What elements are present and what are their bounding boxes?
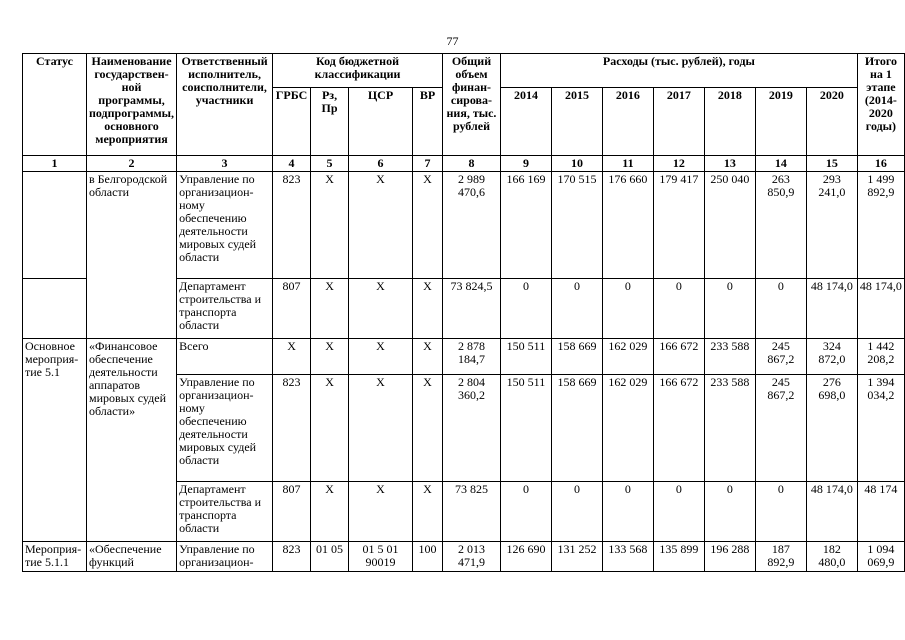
grbs-cell: 823 (273, 172, 311, 279)
status-cell: Основное мероприя-тие 5.1 (23, 339, 87, 542)
header-status: Статус (23, 54, 87, 156)
year-cell: 0 (500, 279, 551, 339)
year-cell: 162 029 (602, 339, 653, 375)
grbs-cell: 823 (273, 542, 311, 572)
year-cell: 0 (602, 279, 653, 339)
name-cell: в Белгородской области (86, 172, 176, 339)
grbs-cell: 823 (273, 375, 311, 482)
col-number: 5 (311, 156, 349, 172)
col-number: 14 (755, 156, 806, 172)
responsible-cell: Управление по организацион-ному обеспечению деятельности мировых судей области (177, 172, 273, 279)
budget-table (22, 53, 905, 572)
col-number: 13 (704, 156, 755, 172)
year-cell: 158 669 (551, 375, 602, 482)
header-responsible: Ответственный исполнитель, соисполнители, участники (177, 54, 273, 156)
col-number: 10 (551, 156, 602, 172)
year-cell: 0 (551, 279, 602, 339)
col-number: 3 (177, 156, 273, 172)
csr-cell: 01 5 01 90019 (349, 542, 413, 572)
responsible-cell: Департамент строительства и транспорта области (177, 279, 273, 339)
year-cell: 0 (704, 482, 755, 542)
total-cell: 2 989 470,6 (442, 172, 500, 279)
total-cell: 73 824,5 (442, 279, 500, 339)
year-cell: 166 672 (653, 339, 704, 375)
year-cell: 245 867,2 (755, 339, 806, 375)
rzpr-cell: Х (311, 172, 349, 279)
year-cell: 0 (653, 482, 704, 542)
year-cell: 126 690 (500, 542, 551, 572)
name-cell: «Финансовое обеспечение деятельности аппаратов мировых судей области» (86, 339, 176, 542)
rzpr-cell: 01 05 (311, 542, 349, 572)
rzpr-cell: Х (311, 339, 349, 375)
year-cell: 48 174,0 (806, 279, 857, 339)
total-cell: 2 013 471,9 (442, 542, 500, 572)
itogo-cell: 1 094 069,9 (857, 542, 904, 572)
header-name: Наименование государствен-ной программы, подпрограммы, основного мероприятия (86, 54, 176, 156)
vr-cell: Х (413, 482, 443, 542)
header-year-2020: 2020 (806, 88, 857, 156)
year-cell: 166 672 (653, 375, 704, 482)
vr-cell: Х (413, 172, 443, 279)
header-expenses: Расходы (тыс. рублей), годы (500, 54, 857, 88)
header-year-2016: 2016 (602, 88, 653, 156)
grbs-cell: 807 (273, 482, 311, 542)
csr-cell: Х (349, 375, 413, 482)
year-cell: 162 029 (602, 375, 653, 482)
year-cell: 135 899 (653, 542, 704, 572)
year-cell: 187 892,9 (755, 542, 806, 572)
year-cell: 250 040 (704, 172, 755, 279)
year-cell: 0 (653, 279, 704, 339)
total-cell: 2 878 184,7 (442, 339, 500, 375)
col-number: 15 (806, 156, 857, 172)
year-cell: 158 669 (551, 339, 602, 375)
itogo-cell: 1 394 034,2 (857, 375, 904, 482)
itogo-cell: 48 174 (857, 482, 904, 542)
header-year-2017: 2017 (653, 88, 704, 156)
year-cell: 0 (551, 482, 602, 542)
grbs-cell: Х (273, 339, 311, 375)
status-cell: Мероприя-тие 5.1.1 (23, 542, 87, 572)
year-cell: 131 252 (551, 542, 602, 572)
header-grbs: ГРБС (273, 88, 311, 156)
rzpr-cell: Х (311, 375, 349, 482)
year-cell: 0 (704, 279, 755, 339)
col-number: 2 (86, 156, 176, 172)
vr-cell: 100 (413, 542, 443, 572)
header-rzpr: Рз, Пр (311, 88, 349, 156)
table-row (23, 339, 905, 375)
responsible-cell: Всего (177, 339, 273, 375)
col-number: 16 (857, 156, 904, 172)
grbs-cell: 807 (273, 279, 311, 339)
year-cell: 179 417 (653, 172, 704, 279)
csr-cell: Х (349, 482, 413, 542)
header-year-2014: 2014 (500, 88, 551, 156)
itogo-cell: 48 174,0 (857, 279, 904, 339)
col-number: 6 (349, 156, 413, 172)
year-cell: 233 588 (704, 375, 755, 482)
col-number: 4 (273, 156, 311, 172)
year-cell: 182 480,0 (806, 542, 857, 572)
header-itogo: Итого на 1 этапе (2014-2020 годы) (857, 54, 904, 156)
year-cell: 170 515 (551, 172, 602, 279)
year-cell: 293 241,0 (806, 172, 857, 279)
header-year-2018: 2018 (704, 88, 755, 156)
year-cell: 276 698,0 (806, 375, 857, 482)
year-cell: 324 872,0 (806, 339, 857, 375)
vr-cell: Х (413, 339, 443, 375)
rzpr-cell: Х (311, 279, 349, 339)
csr-cell: Х (349, 172, 413, 279)
year-cell: 176 660 (602, 172, 653, 279)
year-cell: 0 (755, 279, 806, 339)
year-cell: 166 169 (500, 172, 551, 279)
year-cell: 245 867,2 (755, 375, 806, 482)
col-number: 1 (23, 156, 87, 172)
status-cell (23, 172, 87, 279)
responsible-cell: Департамент строительства и транспорта области (177, 482, 273, 542)
col-number: 12 (653, 156, 704, 172)
total-cell: 73 825 (442, 482, 500, 542)
responsible-cell: Управление по организацион-ному обеспечению деятельности мировых судей области (177, 375, 273, 482)
vr-cell: Х (413, 279, 443, 339)
year-cell: 196 288 (704, 542, 755, 572)
table-row (23, 542, 905, 572)
header-total-volume: Общий объем финан-сирова-ния, тыс. рублей (442, 54, 500, 156)
year-cell: 150 511 (500, 375, 551, 482)
year-cell: 133 568 (602, 542, 653, 572)
year-cell: 263 850,9 (755, 172, 806, 279)
header-year-2015: 2015 (551, 88, 602, 156)
vr-cell: Х (413, 375, 443, 482)
csr-cell: Х (349, 339, 413, 375)
col-number: 7 (413, 156, 443, 172)
status-cell (23, 279, 87, 339)
csr-cell: Х (349, 279, 413, 339)
header-year-2019: 2019 (755, 88, 806, 156)
col-number: 11 (602, 156, 653, 172)
header-csr: ЦСР (349, 88, 413, 156)
page-number: 77 (446, 34, 459, 48)
header-budget-code: Код бюджетной классификации (273, 54, 443, 88)
year-cell: 233 588 (704, 339, 755, 375)
total-cell: 2 804 360,2 (442, 375, 500, 482)
year-cell: 0 (500, 482, 551, 542)
itogo-cell: 1 442 208,2 (857, 339, 904, 375)
name-cell: «Обеспечение функций (86, 542, 176, 572)
year-cell: 0 (755, 482, 806, 542)
year-cell: 48 174,0 (806, 482, 857, 542)
responsible-cell: Управление по организацион- (177, 542, 273, 572)
year-cell: 150 511 (500, 339, 551, 375)
header-vr: ВР (413, 88, 443, 156)
itogo-cell: 1 499 892,9 (857, 172, 904, 279)
col-number: 9 (500, 156, 551, 172)
year-cell: 0 (602, 482, 653, 542)
col-number: 8 (442, 156, 500, 172)
rzpr-cell: Х (311, 482, 349, 542)
table-row (23, 172, 905, 279)
